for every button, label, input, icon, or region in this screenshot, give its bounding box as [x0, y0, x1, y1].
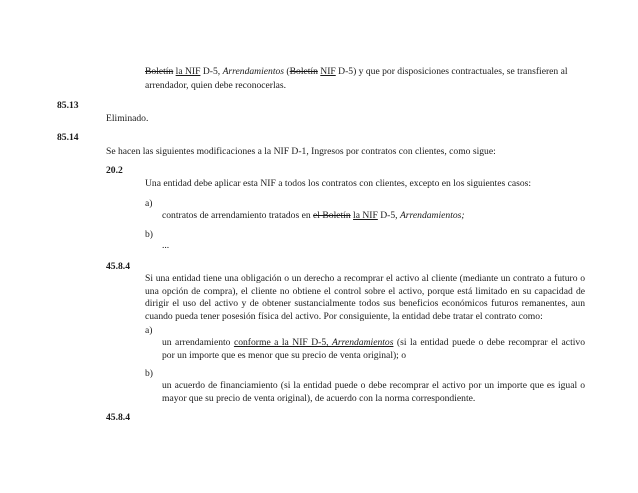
paragraph-number-45-8-4: 45.8.4	[106, 261, 130, 272]
paragraph-85-13-text: Eliminado.	[106, 113, 149, 124]
intro-line-1: Boletín la NIF D-5, Arrendamientos (Boletín NIF D-5) y que por disposiciones contractuales, se transfieren al	[145, 66, 568, 77]
list-item-a-20-2: contratos de arrendamiento tratados en el Boletín la NIF D-5, Arrendamientos;	[162, 210, 465, 221]
paragraph-85-14-text: Se hacen las siguientes modificaciones a la NIF D-1, Ingresos por contratos con clientes, como sigue:	[106, 146, 496, 157]
list-item-b-45-8-4: un acuerdo de financiamiento (si la entidad puede o debe recomprar el activo por un importe que es igual o mayor que su precio de venta original), de acuerdo con la norma correspondiente.	[162, 380, 585, 404]
list-item-b-20-2: ...	[162, 240, 170, 251]
inserted-text: NIF	[320, 66, 336, 77]
paragraph-20-2-text: Una entidad debe aplicar esta NIF a todos los contratos con clientes, excepto en los siguientes casos:	[145, 178, 532, 189]
paragraph-45-8-4-text: Si una entidad tiene una obligación o un derecho a recomprar el activo al cliente (mediante un contrato a futuro o una opción de compra), el cliente no obtiene el control sobre el activo, porque está limitado en su capacidad de dirigir el uso del activo y de obtener sustancialmente todos sus beneficios económicos futuros remanentes, aun cuando pueda tener posesión física del activo. Por consiguiente, la entidad debe tratar el contrato como:	[145, 273, 585, 322]
paragraph-number-20-2: 20.2	[106, 165, 123, 176]
list-item-a-45-8-4: un arrendamiento conforme a la NIF D-5, Arrendamientos (si la entidad puede o debe recomprar el activo por un importe que es menor que su precio de venta original); o	[162, 337, 585, 361]
struck-text: Boletín	[289, 66, 318, 77]
list-label-b: b)	[145, 229, 153, 240]
inserted-text: conforme a la NIF D-5, Arrendamientos	[233, 337, 394, 348]
struck-text: Boletín	[145, 66, 174, 77]
struck-text: el Boletín	[313, 210, 351, 221]
standard-title: Arrendamientos;	[399, 210, 465, 221]
inserted-text: la NIF	[175, 66, 201, 77]
paragraph-number-45-8-4-next: 45.8.4	[106, 412, 130, 423]
list-label-b: b)	[145, 368, 153, 379]
standard-title: Arrendamientos	[331, 337, 394, 348]
list-label-a: a)	[145, 325, 153, 336]
paragraph-number-85-13: 85.13	[57, 100, 79, 111]
intro-line-2: arrendador, quien debe reconocerlas.	[145, 80, 287, 91]
list-label-a: a)	[145, 198, 153, 209]
standard-title: Arrendamientos	[222, 66, 285, 77]
inserted-text: la NIF	[353, 210, 378, 221]
paragraph-number-85-14: 85.14	[57, 132, 79, 143]
